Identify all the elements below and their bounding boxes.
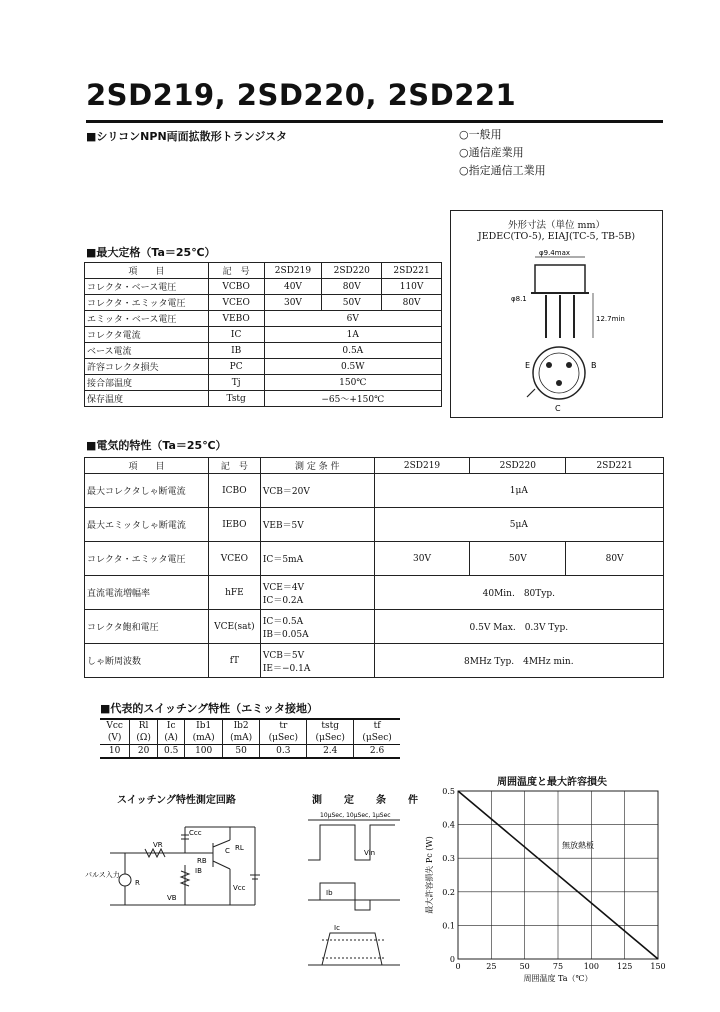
y-tick-label: 0.4 — [442, 820, 455, 830]
circuit-label: パルス入力 — [85, 871, 120, 879]
package-outline-box — [450, 210, 663, 418]
condition-line: IC＝0.2A — [262, 595, 304, 606]
table-row — [85, 343, 442, 359]
value-cell: 5μA — [374, 508, 663, 542]
pin-label: B — [591, 361, 597, 370]
subtitle: ■シリコンNPN両面拡散形トランジスタ — [86, 130, 288, 143]
x-tick-label: 150 — [650, 962, 666, 971]
pin-label: E — [525, 361, 531, 370]
item-cell: コレクタ飽和電圧 — [85, 610, 209, 644]
x-tick-label: 50 — [519, 962, 530, 971]
max-ratings-heading: ■最大定格（Ta＝25℃） — [86, 246, 216, 259]
header-cell: 項 目 — [85, 263, 209, 279]
header-cell: Ib1 — [185, 719, 222, 732]
value-cell: 40Min. 80Typ. — [374, 576, 663, 610]
item-cell: コレクタ電流 — [85, 327, 209, 343]
symbol-cell: IB — [208, 343, 264, 359]
item-cell: 直流電流増幅率 — [85, 576, 209, 610]
unit-cell: (Ω) — [130, 732, 158, 745]
condition-line: IC＝0.5A — [262, 616, 304, 627]
table-row — [85, 610, 664, 644]
unit-cell: (mA) — [185, 732, 222, 745]
dim-label: φ9.4max — [539, 249, 571, 257]
header-cell: 2SD219 — [264, 263, 322, 279]
chart-title: 周囲温度と最大許容損失 — [497, 777, 607, 788]
x-tick-label: 125 — [617, 962, 633, 971]
item-cell: コレクタ・エミッタ電圧 — [85, 542, 209, 576]
header-cell: 2SD221 — [566, 458, 664, 474]
symbol-cell: Tj — [208, 375, 264, 391]
page-title: 2SD219, 2SD220, 2SD221 — [86, 78, 517, 112]
item-cell: しゃ断周波数 — [85, 644, 209, 678]
timing-label: Ib — [326, 889, 333, 897]
value-cell: 30V — [264, 295, 322, 311]
header-cell: tf — [354, 719, 400, 732]
condition-line: IB＝0.05A — [262, 629, 309, 640]
circuit-label: Ccc — [189, 829, 202, 837]
unit-cell: (A) — [157, 732, 184, 745]
x-tick-label: 25 — [486, 962, 497, 971]
condition-cell — [260, 474, 374, 508]
table-row — [85, 542, 664, 576]
x-tick-label: 75 — [552, 962, 564, 971]
circuit-label: VR — [153, 841, 163, 849]
symbol-cell: IC — [208, 327, 264, 343]
y-tick-label: 0.3 — [442, 854, 455, 864]
value-cell: 30V — [374, 542, 470, 576]
header-cell: 2SD220 — [322, 263, 382, 279]
symbol-cell: VCEO — [208, 295, 264, 311]
unit-cell: (V) — [107, 733, 122, 743]
table-row — [85, 359, 442, 375]
condition-line: VEB＝5V — [262, 521, 304, 531]
table-row — [85, 576, 664, 610]
x-tick-label: 0 — [455, 962, 461, 971]
y-tick-label: 0.2 — [442, 887, 455, 897]
value-cell: 110V — [382, 279, 442, 295]
value-cell: 0.5 — [157, 745, 184, 759]
x-tick-label: 100 — [583, 962, 599, 971]
timing-label: 10μSec, 10μSec, 1μSec — [320, 812, 391, 819]
table-row — [85, 295, 442, 311]
y-tick-label: 0.1 — [442, 921, 455, 931]
circuit-label: R — [135, 879, 140, 887]
item-cell: ベース電流 — [85, 343, 209, 359]
value-cell: 0.5A — [264, 343, 441, 359]
circuit-label: VB — [167, 894, 177, 902]
item-cell: コレクタ・ベース電圧 — [85, 279, 209, 295]
switching-header-row — [100, 719, 400, 732]
header-cell: 測 定 条 件 — [260, 458, 374, 474]
title-rule — [86, 120, 663, 123]
circuit-title: スイッチング特性測定回路 — [117, 795, 236, 806]
package-label: 外形寸法（単位 mm） — [507, 220, 606, 231]
value-cell: 0.5V Max. 0.3V Typ. — [374, 610, 663, 644]
table-row — [85, 375, 442, 391]
circuit-label: C — [225, 847, 230, 855]
symbol-cell: VCEO — [208, 542, 260, 576]
condition-cell — [260, 542, 374, 576]
symbol-cell: Tstg — [208, 391, 264, 407]
value-cell: 2.4 — [307, 745, 354, 759]
conditions-title: 測 定 条 件 — [312, 795, 424, 806]
application-item: ○指定通信工業用 — [459, 164, 546, 177]
header-cell: 2SD221 — [382, 263, 442, 279]
symbol-cell: hFE — [208, 576, 260, 610]
table-row — [85, 327, 442, 343]
item-cell: 最大エミッタしゃ断電流 — [85, 508, 209, 542]
series-annotation: 無放熱板 — [562, 841, 594, 851]
item-cell: 接合部温度 — [85, 375, 209, 391]
header-cell: tstg — [307, 719, 354, 732]
value-cell: 100 — [185, 745, 222, 759]
condition-cell — [260, 610, 374, 644]
table-row — [85, 391, 442, 407]
condition-line: VCB＝20V — [262, 487, 310, 497]
condition-cell — [260, 508, 374, 542]
symbol-cell: PC — [208, 359, 264, 375]
symbol-cell: ICBO — [208, 474, 260, 508]
value-cell: 8MHz Typ. 4MHz min. — [374, 644, 663, 678]
unit-cell: (mA) — [222, 732, 259, 745]
switching-circuit-diagram — [85, 805, 280, 925]
condition-cell — [260, 644, 374, 678]
symbol-cell: VCE(sat) — [208, 610, 260, 644]
condition-cell — [260, 576, 374, 610]
circuit-label: IB — [195, 867, 202, 875]
header-cell: 項 目 — [85, 458, 209, 474]
circuit-label: RL — [235, 844, 244, 852]
value-cell: 2.6 — [354, 745, 400, 759]
header-cell: Ic — [157, 719, 184, 732]
value-cell: 150℃ — [264, 375, 441, 391]
package-drawing — [451, 243, 662, 418]
unit-cell: (μSec) — [354, 732, 400, 745]
value-cell: 1μA — [374, 474, 663, 508]
timing-diagram — [290, 805, 410, 975]
y-tick-label: 0.5 — [442, 787, 455, 796]
symbol-cell: VEBO — [208, 311, 264, 327]
value-cell: 1A — [264, 327, 441, 343]
unit-cell: (μSec) — [260, 732, 307, 745]
header-cell: 2SD220 — [470, 458, 566, 474]
item-cell: コレクタ・エミッタ電圧 — [85, 295, 209, 311]
item-cell: 許容コレクタ損失 — [85, 359, 209, 375]
timing-label: Ic — [334, 924, 340, 932]
symbol-cell: fT — [208, 644, 260, 678]
switching-heading: ■代表的スイッチング特性（エミッタ接地） — [100, 702, 318, 715]
table-header-row — [85, 458, 664, 474]
item-cell: 保存温度 — [85, 391, 209, 407]
value-cell: 80V — [566, 542, 664, 576]
x-axis-label: 周囲温度 Ta（℃） — [523, 974, 593, 983]
item-cell: 最大コレクタしゃ断電流 — [85, 474, 209, 508]
package-standard: JEDEC(TO-5), EIAJ(TC-5, TB-5B) — [477, 231, 636, 242]
header-cell: Ib2 — [222, 719, 259, 732]
value-cell: 20 — [130, 745, 158, 759]
header-cell: 記 号 — [208, 458, 260, 474]
table-row — [85, 474, 664, 508]
circuit-label: Vcc — [233, 884, 246, 892]
y-tick-label: 0 — [449, 955, 455, 964]
application-item: ○通信産業用 — [459, 146, 524, 159]
dim-label: φ8.1 — [511, 295, 527, 303]
table-row — [85, 508, 664, 542]
header-cell: tr — [260, 719, 307, 732]
value-cell: 10 — [108, 746, 121, 756]
timing-label: Vin — [364, 849, 376, 857]
table-row — [85, 644, 664, 678]
dim-label: 12.7min — [596, 315, 625, 323]
value-cell: −65〜+150℃ — [264, 391, 441, 407]
condition-line: IC＝5mA — [262, 555, 304, 565]
value-cell: 0.3 — [260, 745, 307, 759]
item-cell: エミッタ・ベース電圧 — [85, 311, 209, 327]
table-header-row — [85, 263, 442, 279]
switching-table — [100, 718, 400, 759]
electrical-heading: ■電気的特性（Ta＝25℃） — [86, 439, 227, 452]
applications — [459, 126, 546, 180]
symbol-cell: IEBO — [208, 508, 260, 542]
condition-line: VCE＝4V — [262, 582, 305, 593]
circuit-label: RB — [197, 857, 207, 865]
value-cell: 50V — [322, 295, 382, 311]
header-cell: 2SD219 — [374, 458, 470, 474]
unit-cell: (μSec) — [307, 732, 354, 745]
value-cell: 0.5W — [264, 359, 441, 375]
y-axis-label: 最大許容損失 Pc (W) — [425, 836, 434, 914]
switching-unit-row — [100, 732, 400, 745]
pin-label: C — [555, 404, 561, 413]
symbol-cell: VCBO — [208, 279, 264, 295]
value-cell: 80V — [382, 295, 442, 311]
value-cell: 40V — [264, 279, 322, 295]
condition-line: IE＝−0.1A — [262, 663, 311, 674]
condition-line: VCB＝5V — [262, 650, 305, 661]
header-cell: Vcc — [106, 721, 123, 731]
table-row — [85, 311, 442, 327]
max-ratings-table — [84, 262, 442, 407]
table-row — [85, 279, 442, 295]
header-cell: Rl — [130, 719, 158, 732]
value-cell: 50 — [222, 745, 259, 759]
value-cell: 6V — [264, 311, 441, 327]
value-cell: 80V — [322, 279, 382, 295]
switching-value-row — [100, 745, 400, 759]
value-cell: 50V — [470, 542, 566, 576]
header-cell: 記 号 — [208, 263, 264, 279]
power-derating-chart — [420, 785, 680, 985]
application-item: ○一般用 — [459, 128, 502, 141]
electrical-table — [84, 457, 664, 678]
